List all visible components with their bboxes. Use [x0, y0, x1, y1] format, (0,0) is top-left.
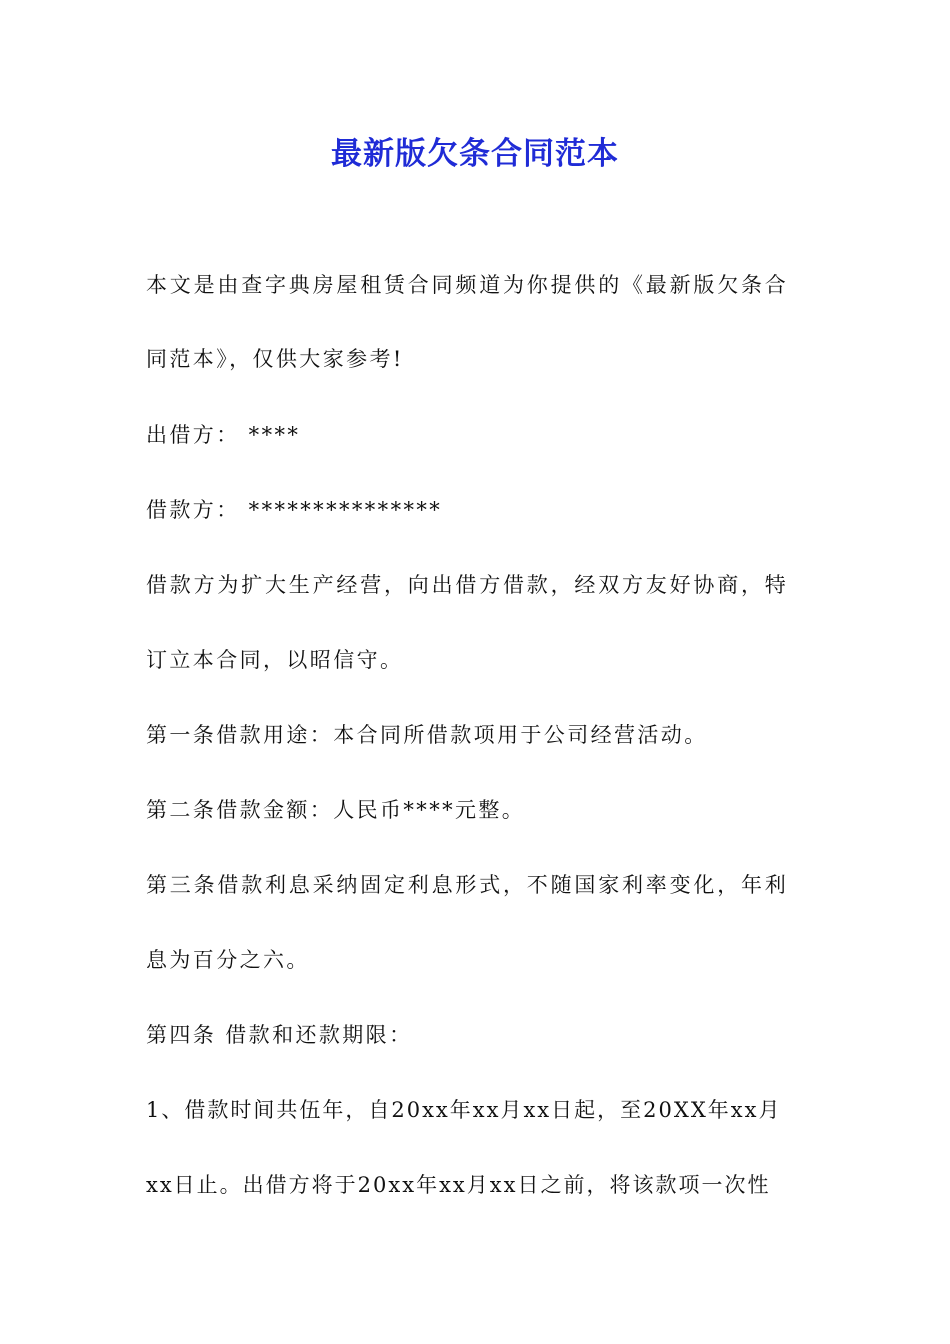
body-line: 1、借款时间共伍年，自20xx年xx月xx日起，至20XX年xx月 — [146, 1098, 782, 1122]
body-line: 同范本》，仅供大家参考! — [146, 347, 404, 371]
body-line: 第三条借款利息采纳固定利息形式，不随国家利率变化，年利 — [146, 873, 789, 897]
body-line: 第一条借款用途：本合同所借款项用于公司经营活动。 — [146, 723, 708, 747]
body-line: 出借方： **** — [146, 423, 301, 447]
body-line: 订立本合同，以昭信守。 — [146, 648, 404, 672]
body-line: 息为百分之六。 — [146, 948, 310, 972]
document-title: 最新版欠条合同范本 — [331, 136, 619, 172]
body-line: 借款方： *************** — [146, 498, 443, 522]
body-line: 借款方为扩大生产经营，向出借方借款，经双方友好协商，特 — [146, 573, 789, 597]
body-line: 第二条借款金额：人民币****元整。 — [146, 798, 526, 822]
body-line: xx日止。出借方将于20xx年xx月xx日之前，将该款项一次性 — [146, 1173, 771, 1197]
body-line: 本文是由查字典房屋租赁合同频道为你提供的《最新版欠条合 — [146, 273, 789, 297]
body-line: 第四条 借款和还款期限： — [146, 1023, 413, 1047]
